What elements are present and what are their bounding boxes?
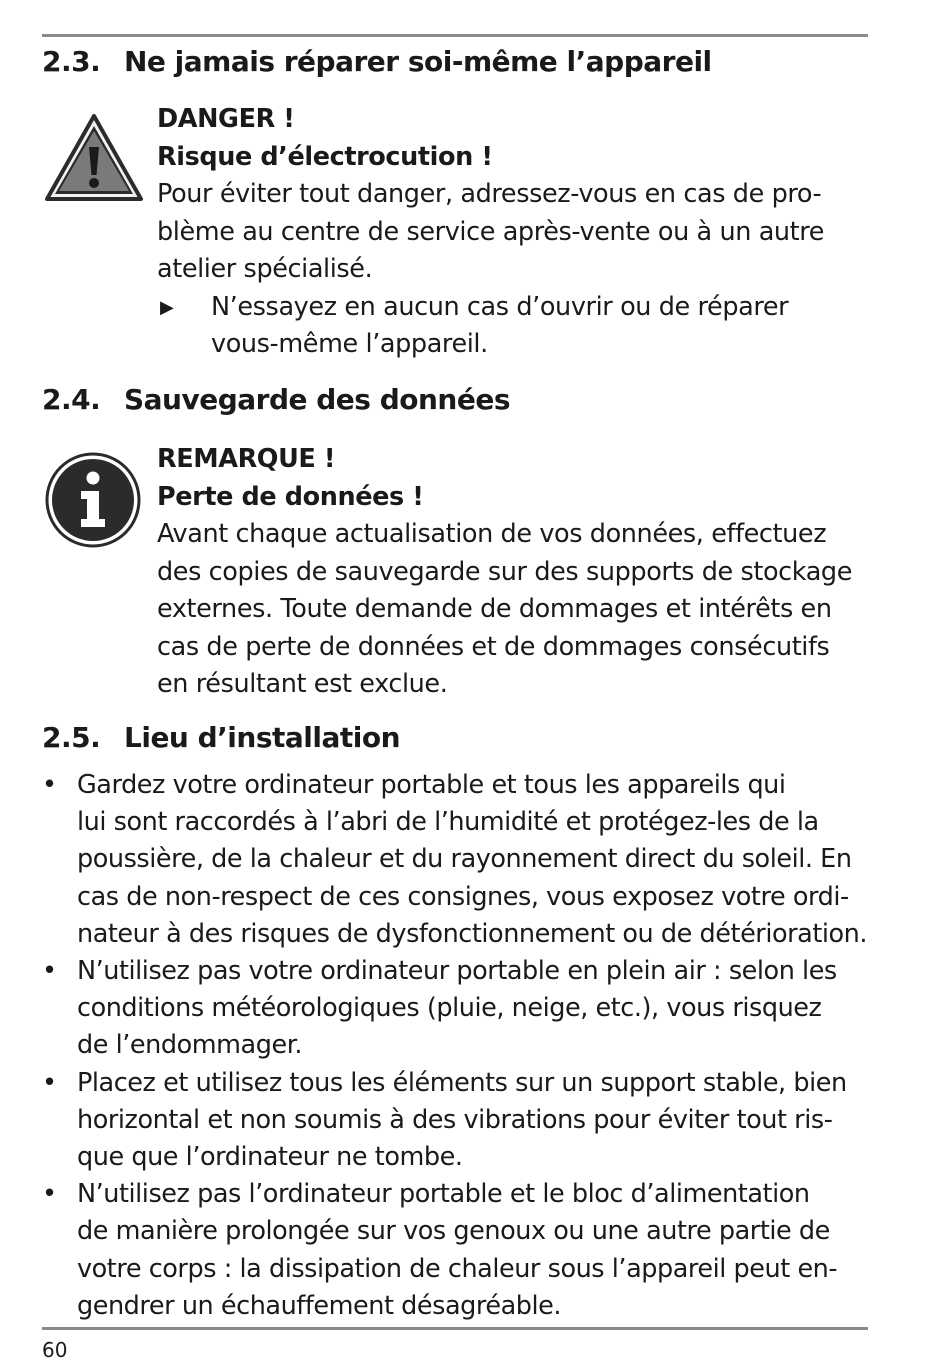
installation-bullet-list bbox=[42, 767, 872, 1325]
list-item bbox=[42, 1176, 872, 1325]
bullet-dot-icon: • bbox=[42, 770, 57, 800]
bullet-line: que que l’ordinateur ne tombe. bbox=[77, 1142, 463, 1173]
section-number: 2.4. bbox=[42, 383, 101, 416]
list-item bbox=[42, 953, 872, 1065]
notice-type: REMARQUE ! bbox=[157, 444, 336, 474]
page-number: 60 bbox=[42, 1338, 68, 1362]
notice-line: cas de perte de données et de dommages consécutifs bbox=[157, 631, 830, 662]
remark-notice bbox=[157, 441, 872, 704]
section-heading-2-3 bbox=[42, 42, 712, 82]
bullet-line: de l’endommager. bbox=[77, 1030, 303, 1061]
section-heading-2-4 bbox=[42, 380, 510, 420]
triangle-right-icon: ▶ bbox=[160, 296, 174, 318]
instruction-line: vous-même l’appareil. bbox=[211, 329, 488, 359]
bullet-line: nateur à des risques de dysfonctionnement ou de détérioration. bbox=[77, 918, 868, 949]
notice-line: Avant chaque actualisation de vos données, effectuez bbox=[157, 519, 827, 549]
section-title: Sauvegarde des données bbox=[124, 383, 511, 416]
bullet-line: N’utilisez pas l’ordinateur portable et le bloc d’alimentation bbox=[77, 1179, 810, 1210]
top-rule bbox=[42, 34, 868, 37]
notice-subtitle: Perte de données ! bbox=[157, 481, 424, 512]
info-icon bbox=[44, 451, 142, 549]
bullet-line: N’utilisez pas votre ordinateur portable en plein air : selon les bbox=[77, 956, 837, 987]
bullet-line: horizontal et non soumis à des vibrations pour éviter tout ris- bbox=[77, 1104, 833, 1135]
notice-line: blème au centre de service après-vente ou à un autre bbox=[157, 216, 825, 247]
notice-line: atelier spécialisé. bbox=[157, 254, 373, 284]
notice-line: des copies de sauvegarde sur des supports de stockage bbox=[157, 556, 853, 587]
notice-type: DANGER ! bbox=[157, 104, 295, 134]
bottom-rule bbox=[42, 1327, 868, 1330]
danger-notice bbox=[157, 101, 872, 364]
warning-triangle-icon bbox=[44, 113, 144, 203]
section-title: Lieu d’installation bbox=[124, 721, 401, 754]
instruction-line: N’essayez en aucun cas d’ouvrir ou de réparer bbox=[211, 291, 789, 322]
bullet-dot-icon: • bbox=[42, 1067, 57, 1098]
bullet-line: Gardez votre ordinateur portable et tous les appareils qui bbox=[77, 770, 786, 800]
section-number: 2.5. bbox=[42, 721, 101, 754]
notice-line: Pour éviter tout danger, adressez-vous en cas de pro- bbox=[157, 179, 822, 209]
bullet-line: gendrer un échauffement désagréable. bbox=[77, 1290, 562, 1321]
notice-line: externes. Toute demande de dommages et intérêts en bbox=[157, 594, 832, 624]
bullet-line: de manière prolongée sur vos genoux ou une autre partie de bbox=[77, 1216, 830, 1247]
bullet-line: votre corps : la dissipation de chaleur sous l’appareil peut en- bbox=[77, 1253, 838, 1284]
notice-line: en résultant est exclue. bbox=[157, 669, 448, 699]
bullet-line: Placez et utilisez tous les éléments sur un support stable, bien bbox=[77, 1067, 847, 1098]
bullet-line: lui sont raccordés à l’abri de l’humidité et protégez-les de la bbox=[77, 807, 819, 838]
section-number: 2.3. bbox=[42, 45, 101, 78]
instruction-item bbox=[157, 289, 872, 364]
section-title: Ne jamais réparer soi-même l’appareil bbox=[124, 45, 712, 78]
list-item bbox=[42, 1065, 872, 1177]
bullet-line: conditions météorologiques (pluie, neige, etc.), vous risquez bbox=[77, 993, 822, 1024]
section-heading-2-5 bbox=[42, 718, 400, 758]
list-item bbox=[42, 767, 872, 953]
notice-subtitle: Risque d’électrocution ! bbox=[157, 141, 493, 172]
bullet-dot-icon: • bbox=[42, 956, 57, 987]
bullet-line: poussière, de la chaleur et du rayonnement direct du soleil. En bbox=[77, 844, 852, 875]
bullet-line: cas de non-respect de ces consignes, vous exposez votre ordi- bbox=[77, 881, 849, 912]
bullet-dot-icon: • bbox=[42, 1179, 57, 1210]
